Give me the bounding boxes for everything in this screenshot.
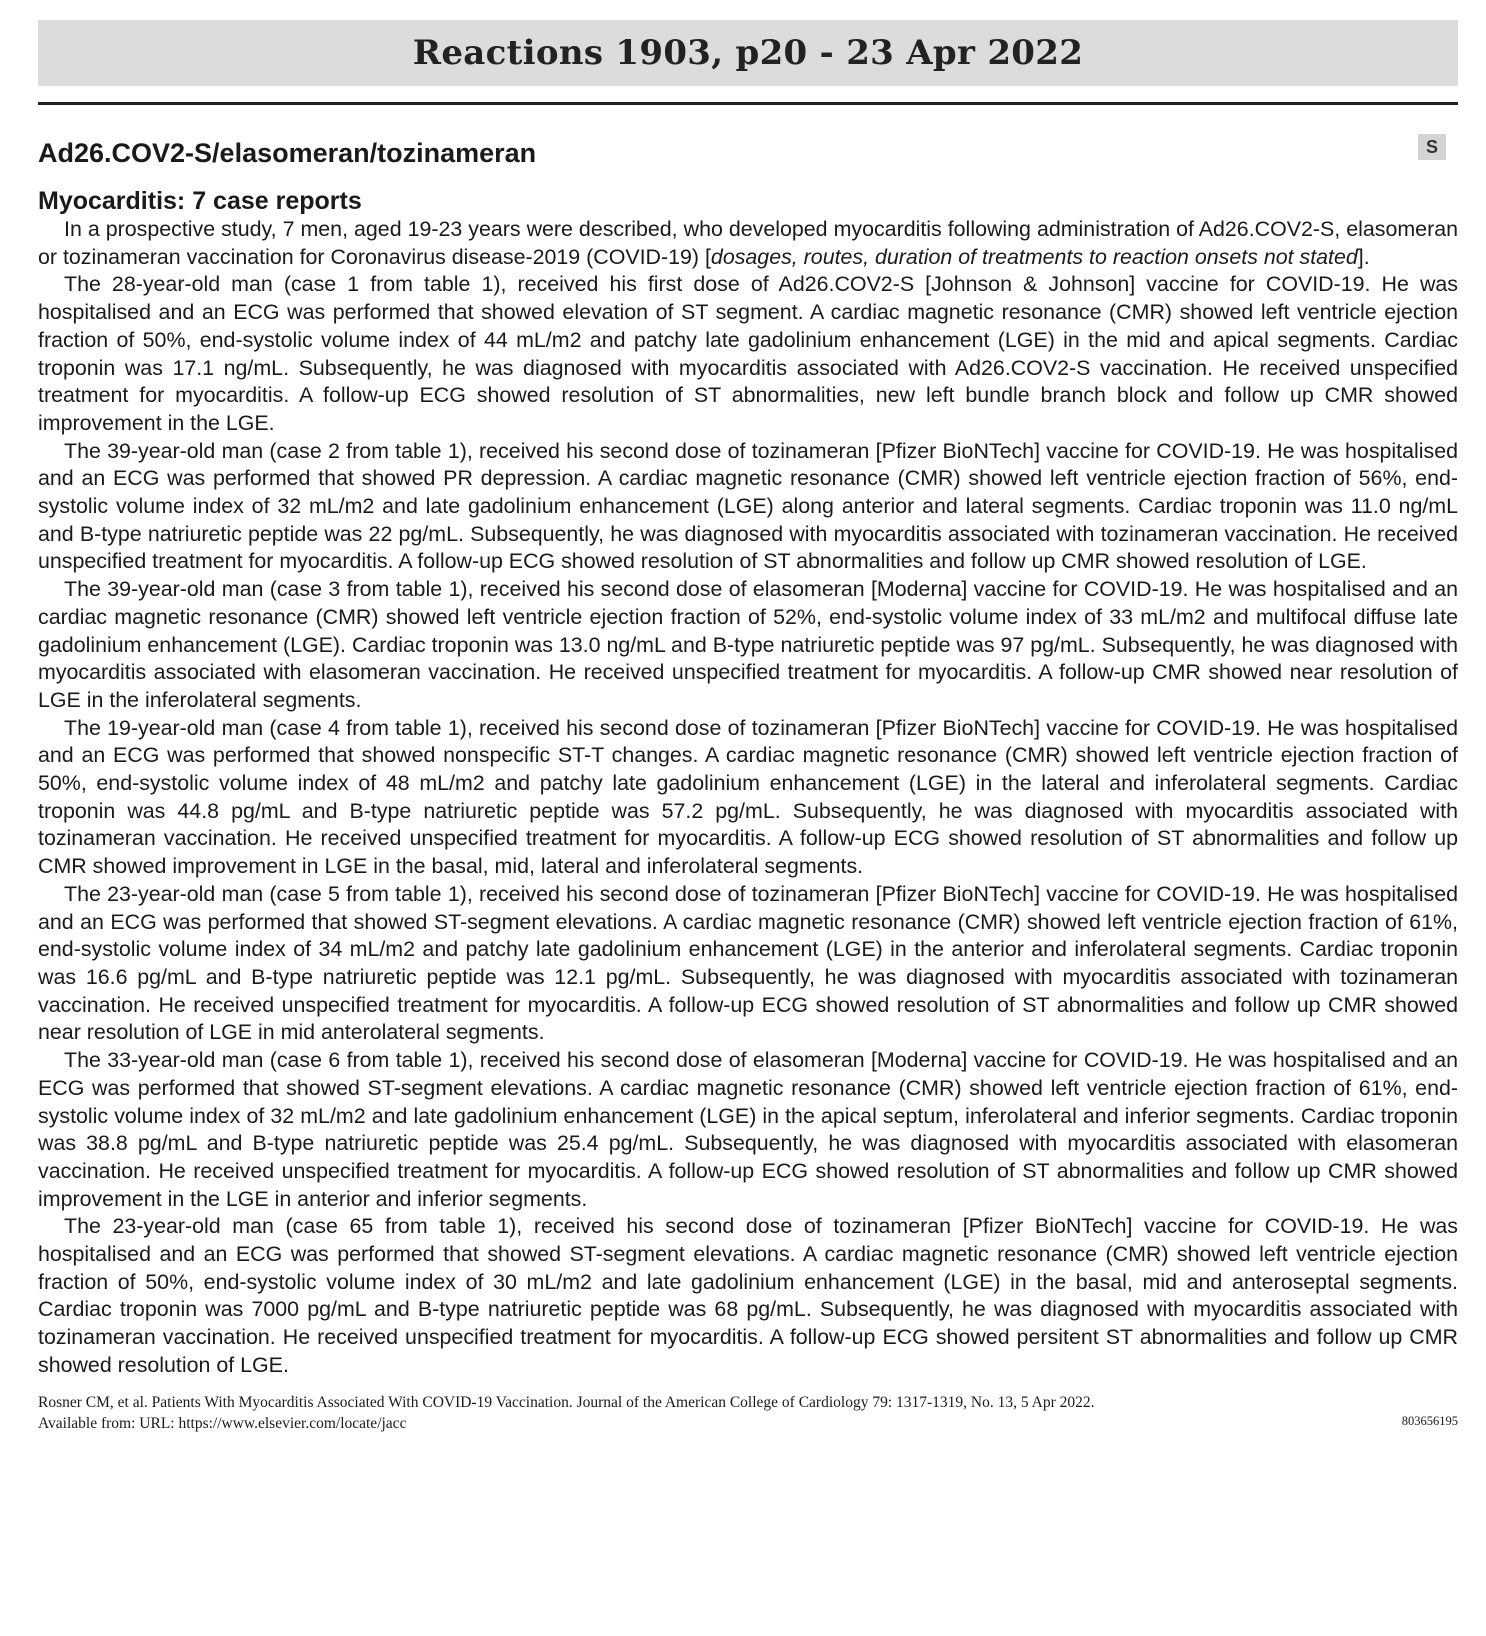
intro-end-text: ]. [1357,244,1370,269]
case-paragraph: The 33-year-old man (case 6 from table 1), received his second dose of elasomeran [Moderna] vaccine for COVID-19. He was hospitalised and an ECG was performed that showed ST-segment elevations. A cardiac magnetic resonance (CMR) showed left ventricle ejection fraction of 61%, end-systolic volume index of 32 mL/m2 and late gadolinium enhancement (LGE) in the apical septum, inferolateral and inferior segments. Cardiac troponin was 38.8 pg/mL and B-type natriuretic peptide was 25.4 pg/mL. Subsequently, he was diagnosed with myocarditis associated with elasomeran vaccination. He received unspecified treatment for myocarditis. A follow-up ECG showed resolution of ST abnormalities and follow up CMR showed improvement in the LGE in anterior and inferior segments. [38,1048,1458,1211]
page-title: Reactions 1903, p20 - 23 Apr 2022 [412,33,1084,73]
citation [38,1392,1458,1434]
document-id: 803656195 [1401,1413,1458,1428]
header-divider [38,102,1458,105]
intro-paragraph [38,216,1458,271]
intro-text: In a prospective study, 7 men, aged 19-23 years were described, who developed myocarditis following administration of Ad26.COV2-S, elasomeran or tozinameran vaccination for Coronavirus disease-2019 (COVID-19) [ [38,217,1458,269]
serious-badge: S [1418,134,1446,160]
case-paragraph: The 28-year-old man (case 1 from table 1), received his first dose of Ad26.COV2-S [Johnson & Johnson] vaccine for COVID-19. He was hospitalised and an ECG was performed that showed elevation of ST segment. A cardiac magnetic resonance (CMR) showed left ventricle ejection fraction of 50%, end-systolic volume index of 44 mL/m2 and patchy late gadolinium enhancement (LGE) in the mid and apical segments. Cardiac troponin was 17.1 ng/mL. Subsequently, he was diagnosed with myocarditis associated with Ad26.COV2-S vaccination. He received unspecified treatment for myocarditis. A follow-up ECG showed resolution of ST abnormalities, new left bundle branch block and follow up CMR showed improvement in the LGE. [38,272,1458,435]
citation-reference: Rosner CM, et al. Patients With Myocarditis Associated With COVID-19 Vaccination. Journal of the American College of Cardiology 79: 1317-1319, No. 13, 5 Apr 2022. [38,1393,1095,1411]
drug-heading-row [38,138,1458,174]
header-band [38,20,1458,86]
case-paragraph: The 19-year-old man (case 4 from table 1), received his second dose of tozinameran [Pfizer BioNTech] vaccine for COVID-19. He was hospitalised and an ECG was performed that showed nonspecific ST-T changes. A cardiac magnetic resonance (CMR) showed left ventricle ejection fraction of 50%, end-systolic volume index of 48 mL/m2 and patchy late gadolinium enhancement (LGE) in the lateral and inferolateral segments. Cardiac troponin was 44.8 pg/mL and B-type natriuretic peptide was 57.2 pg/mL. Subsequently, he was diagnosed with myocarditis associated with tozinameran vaccination. He received unspecified treatment for myocarditis. A follow-up ECG showed resolution of ST abnormalities and follow up CMR showed improvement in LGE in the basal, mid, lateral and inferolateral segments. [38,715,1458,879]
case-paragraph: The 39-year-old man (case 2 from table 1), received his second dose of tozinameran [Pfizer BioNTech] vaccine for COVID-19. He was hospitalised and an ECG was performed that showed PR depression. A cardiac magnetic resonance (CMR) showed left ventricle ejection fraction of 56%, end-systolic volume index of 32 mL/m2 and late gadolinium enhancement (LGE) along anterior and lateral segments. Cardiac troponin was 11.0 ng/mL and B-type natriuretic peptide was 22 pg/mL. Subsequently, he was diagnosed with myocarditis associated with tozinameran vaccination. He received unspecified treatment for myocarditis. A follow-up ECG showed resolution of ST abnormalities and follow up CMR showed resolution of LGE. [38,438,1458,574]
case-paragraph: The 39-year-old man (case 3 from table 1), received his second dose of elasomeran [Moderna] vaccine for COVID-19. He was hospitalised and an cardiac magnetic resonance (CMR) showed left ventricle ejection fraction of 52%, end-systolic volume index of 33 mL/m2 and multifocal diffuse late gadolinium enhancement (LGE). Cardiac troponin was 13.0 ng/mL and B-type natriuretic peptide was 97 pg/mL. Subsequently, he was diagnosed with myocarditis associated with elasomeran vaccination. He received unspecified treatment for myocarditis. A follow-up CMR showed near resolution of LGE in the inferolateral segments. [38,577,1458,712]
reaction-title: Myocarditis: 7 case reports [38,187,362,215]
article-body [38,216,1458,1380]
case-paragraph: The 23-year-old man (case 65 from table 1), received his second dose of tozinameran [Pfizer BioNTech] vaccine for COVID-19. He was hospitalised and an ECG was performed that showed ST-segment elevations. A cardiac magnetic resonance (CMR) showed left ventricle ejection fraction of 50%, end-systolic volume index of 30 mL/m2 and late gadolinium enhancement (LGE) in the basal, mid and anteroseptal segments. Cardiac troponin was 7000 pg/mL and B-type natriuretic peptide was 68 pg/mL. Subsequently, he was diagnosed with myocarditis associated with tozinameran vaccination. He received unspecified treatment for myocarditis. A follow-up ECG showed persitent ST abnormalities and follow up CMR showed resolution of LGE. [38,1214,1458,1377]
drug-title: Ad26.COV2-S/elasomeran/tozinameran [38,138,537,168]
intro-italic-text: dosages, routes, duration of treatments to reaction onsets not stated [710,244,1358,269]
document-page [38,20,1458,1434]
citation-url: Available from: URL: https://www.elsevier.com/locate/jacc [38,1414,407,1432]
case-paragraph: The 23-year-old man (case 5 from table 1), received his second dose of tozinameran [Pfizer BioNTech] vaccine for COVID-19. He was hospitalised and an ECG was performed that showed ST-segment elevations. A cardiac magnetic resonance (CMR) showed left ventricle ejection fraction of 61%, end-systolic volume index of 34 mL/m2 and patchy late gadolinium enhancement (LGE) in the anterior and inferolateral segments. Cardiac troponin was 16.6 pg/mL and B-type natriuretic peptide was 12.1 pg/mL. Subsequently, he was diagnosed with myocarditis associated with tozinameran vaccination. He received unspecified treatment for myocarditis. A follow-up ECG showed resolution of ST abnormalities and follow up CMR showed near resolution of LGE in mid anterolateral segments. [38,881,1458,1045]
